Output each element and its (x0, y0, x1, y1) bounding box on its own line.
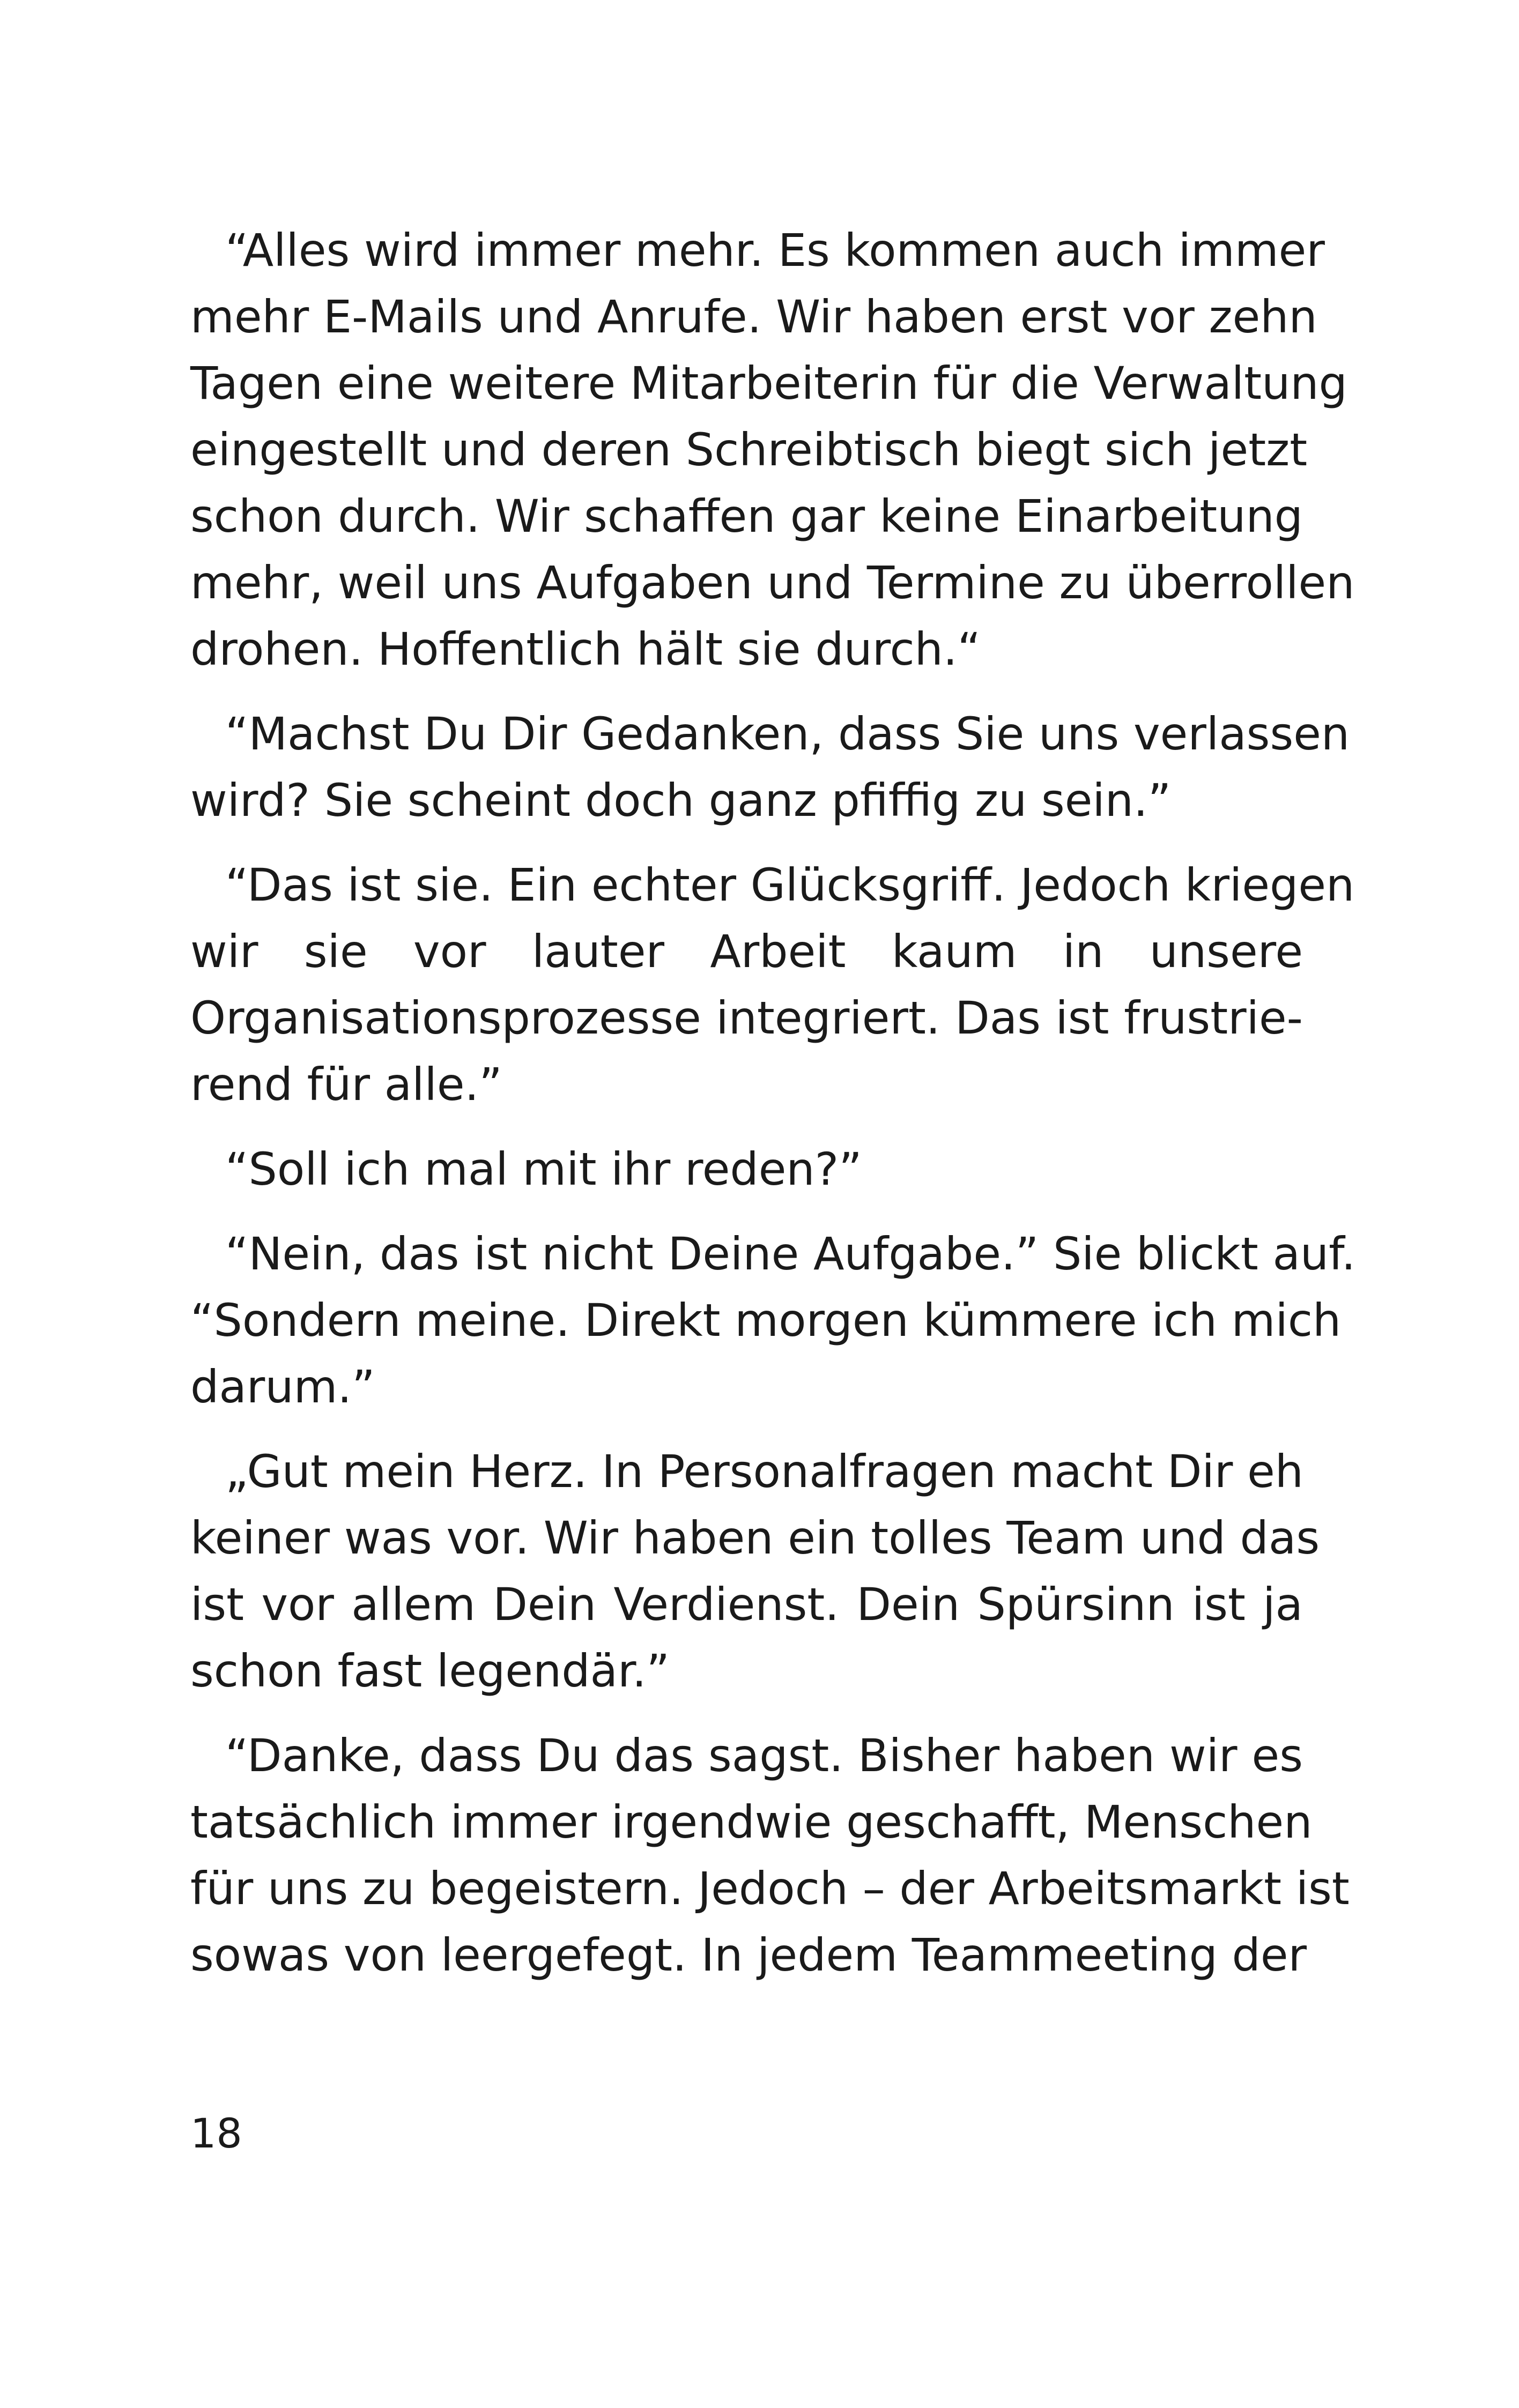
text-line: sowas von leergefegt. In jedem Teammeeting der (190, 1929, 1307, 1981)
text-line: tatsächlich immer irgendwie geschafft, Menschen (190, 1796, 1313, 1848)
paragraph-5 (190, 1221, 1356, 1420)
text-line: rend für alle.” (190, 1058, 502, 1111)
text-line: schon durch. Wir schaffen gar keine Einarbeitung (190, 490, 1303, 542)
text-line: Tagen eine weitere Mitarbeiterin für die Verwaltung (190, 357, 1347, 410)
text-line: “Nein, das ist nicht Deine Aufgabe.” Sie blickt auf. (225, 1228, 1356, 1280)
text-line: “Sondern meine. Direkt morgen kümmere ich mich (190, 1294, 1342, 1347)
text-line: mehr, weil uns Aufgaben und Termine zu überrollen (190, 556, 1355, 609)
text-line: wird? Sie scheint doch ganz pfiffig zu sein.” (190, 774, 1172, 827)
text-line: drohen. Hoffentlich hält sie durch.“ (190, 623, 981, 675)
text-line: darum.” (190, 1361, 375, 1413)
text-line: für uns zu begeistern. Jedoch – der Arbeitsmarkt ist (190, 1862, 1350, 1915)
text-line: keiner was vor. Wir haben ein tolles Team und das (190, 1512, 1320, 1564)
text-line: Organisationsprozesse integriert. Das ist frustrie- (190, 992, 1303, 1044)
paragraph-6 (190, 1438, 1320, 1704)
text-line: “Das ist sie. Ein echter Glücksgriff. Jedoch kriegen (225, 859, 1355, 911)
text-line: “Alles wird immer mehr. Es kommen auch immer (225, 224, 1325, 277)
text-line: “Soll ich mal mit ihr reden?” (225, 1143, 862, 1195)
text-line: “Danke, dass Du das sagst. Bisher haben wir es (225, 1729, 1303, 1782)
text-line: mehr E-Mails und Anrufe. Wir haben erst vor zehn (190, 291, 1317, 343)
body-text (190, 217, 1356, 2006)
paragraph-7 (190, 1722, 1350, 1988)
text-line: ist vor allem Dein Verdienst. Dein Spürsinn ist ja (190, 1578, 1303, 1631)
paragraph-4 (190, 1136, 1303, 1202)
page-number: 18 (190, 2109, 242, 2157)
text-line: „Gut mein Herz. In Personalfragen macht Dir eh (225, 1445, 1303, 1498)
paragraph-1 (190, 217, 1355, 682)
text-line: eingestellt und deren Schreibtisch biegt sich jetzt (190, 423, 1308, 476)
text-line: schon fast legendär.” (190, 1645, 670, 1697)
text-line: “Machst Du Dir Gedanken, dass Sie uns verlassen (225, 708, 1350, 760)
paragraph-2 (190, 701, 1350, 834)
text-line: wir sie vor lauter Arbeit kaum in unsere (190, 925, 1303, 978)
paragraph-3 (190, 852, 1355, 1118)
